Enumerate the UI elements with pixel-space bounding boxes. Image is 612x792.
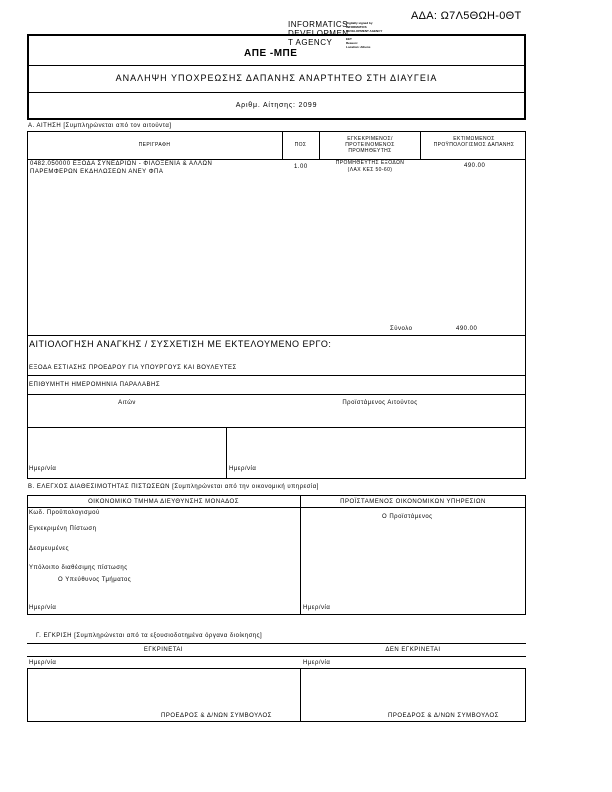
form-title: ΑΝΑΛΗΨΗ ΥΠΟΧΡΕΩΣΗΣ ΔΑΠΑΝΗΣ ΑΝΑΡΤΗΤΕΟ ΣΤΗ ΔΙΑΥΓΕΙΑ bbox=[115, 73, 438, 83]
row-qty: 1.00 bbox=[294, 164, 308, 170]
delivery-divider bbox=[27, 394, 526, 395]
signature-col-divider bbox=[226, 427, 227, 479]
row-supplier-line-2: (ΛΑΧ ΚΕΣ 50-60) bbox=[347, 167, 393, 173]
delivery-date-label: ΕΠΙΘΥΜΗΤΗ ΗΜΕΡΟΜΗΝΙΑ ΠΑΡΑΛΑΒΗΣ bbox=[29, 382, 161, 388]
finance-head-header: ΠΡΟΪΣΤΑΜΕΝΟΣ ΟΙΚΟΝΟΜΙΚΩΝ ΥΠΗΡΕΣΙΩΝ bbox=[340, 499, 486, 505]
approved-signer-label: ΠΡΟΕΔΡΟΣ & Δ/ΝΩΝ ΣΥΜΒΟΥΛΟΣ bbox=[161, 713, 272, 719]
not-approved-date-label: Ημερ/νία bbox=[303, 660, 331, 666]
justification-divider bbox=[27, 375, 526, 376]
committed-label: Δεσμευμένες bbox=[29, 546, 69, 552]
column-header-description: ΠΕΡΙΓΡΑΦΗ bbox=[138, 142, 171, 148]
signer-tiny-2: INFORMATICS bbox=[346, 25, 367, 29]
ada-code: ΑΔΑ: Ω7Λ5ΘΩΗ-0ΘΤ bbox=[411, 10, 522, 22]
column-header-qty: ΠΟΣ bbox=[294, 142, 307, 148]
budget-code-label: Κωδ. Προϋπολογισμού bbox=[29, 510, 100, 516]
row-supplier-line-1: ΠΡΟΜΗΘΕΥΤΗΣ ΕΞΟΔΩΝ bbox=[335, 160, 405, 166]
signer-line-3: T AGENCY bbox=[288, 38, 333, 47]
total-value: 490.00 bbox=[456, 326, 478, 332]
signer-tiny-4: Date: 2010.11.09 09:52:38 bbox=[346, 33, 383, 37]
approved-header: ΕΓΚΡΙΝΕΤΑΙ bbox=[143, 647, 184, 653]
section-c-title: Γ. ΕΓΚΡΙΣΗ [Συμπληρώνεται από τα εξουσιοδοτημένα όργανα διοίκησης] bbox=[36, 633, 263, 639]
signer-tiny-1: Digitally signed by bbox=[346, 21, 373, 25]
total-divider bbox=[27, 335, 526, 336]
header-divider-2 bbox=[27, 92, 526, 93]
approved-credit-label: Εγκεκριμένη Πίστωση bbox=[29, 526, 97, 532]
row-description-line-2: ΠΑΡΕΜΦΕΡΩΝ ΕΚΔΗΛΩΣΕΩΝ ΑΝΕΥ ΦΠΑ bbox=[30, 169, 164, 175]
applicant-date-label: Ημερ/νία bbox=[29, 466, 57, 472]
section-b-title: Β. ΕΛΕΓΧΟΣ ΔΙΑΘΕΣΙΜΟΤΗΤΑΣ ΠΙΣΤΩΣΕΩΝ [Συμπληρώνεται από την οικονομική υπηρεσία] bbox=[28, 484, 319, 490]
row-amount: 490.00 bbox=[464, 163, 486, 169]
header-divider-1 bbox=[27, 65, 526, 66]
section-b-col-divider bbox=[300, 495, 301, 615]
finance-dept-header: ΟΙΚΟΝΟΜΙΚΟ ΤΜΗΜΑ ΔΙΕΥΘΥΝΣΗΣ ΜΟΝΑΔΟΣ bbox=[88, 499, 239, 505]
approved-date-label: Ημερ/νία bbox=[29, 660, 57, 666]
section-c-col-divider bbox=[300, 668, 301, 722]
finance-head-label: Ο Προϊστάμενος bbox=[382, 514, 433, 520]
signer-tiny-5: EET bbox=[346, 37, 352, 41]
organization-name: ΑΠΕ -ΜΠΕ bbox=[244, 48, 298, 59]
dept-head-label: Ο Υπεύθυνος Τμήματος bbox=[58, 577, 132, 583]
section-b-header-divider bbox=[27, 507, 526, 508]
applicant-label: Αιτών bbox=[118, 400, 136, 406]
remaining-credit-label: Υπόλοιπο διαθέσιμης πίστωσης bbox=[29, 565, 128, 571]
signer-tiny-3: DEVELOPMENT AGENCY bbox=[346, 29, 383, 33]
column-header-supplier: ΕΓΚΕΚΡΙΜΕΝΟΣ/ ΠΡΟΤΕΙΝΟΜΕΝΟΣ ΠΡΟΜΗΘΕΥΤΗΣ bbox=[345, 136, 395, 154]
table-header-bottom bbox=[27, 159, 526, 160]
signature-divider bbox=[27, 427, 526, 428]
not-approved-signer-label: ΠΡΟΕΔΡΟΣ & Δ/ΝΩΝ ΣΥΜΒΟΥΛΟΣ bbox=[388, 713, 499, 719]
justification-title: ΑΙΤΙΟΛΟΓΗΣΗ ΑΝΑΓΚΗΣ / ΣΥΣΧΕΤΙΣΗ ΜΕ ΕΚΤΕΛΟΥΜΕΝΟ ΕΡΓΟ: bbox=[29, 339, 332, 349]
signer-line-1: INFORMATICS bbox=[288, 20, 349, 29]
section-c-top-line bbox=[27, 643, 526, 644]
signer-tiny-6: Reason: bbox=[346, 41, 358, 45]
signer-line-2: DEVELOPMEN bbox=[288, 29, 349, 38]
total-label: Σύνολο bbox=[390, 326, 413, 332]
section-b-box bbox=[27, 495, 526, 615]
request-number: Αριθμ. Αίτησης: 2099 bbox=[235, 102, 318, 109]
col-divider-3 bbox=[420, 131, 421, 159]
justification-text: ΕΞΟΔΑ ΕΣΤΙΑΣΗΣ ΠΡΟΕΔΡΟΥ ΓΙΑ ΥΠΟΥΡΓΟΥΣ ΚΑΙ ΒΟΥΛΕΥΤΕΣ bbox=[29, 365, 237, 371]
col-divider-2 bbox=[319, 131, 320, 159]
signer-tiny-7: Location: Athens bbox=[346, 45, 371, 49]
applicant-head-date-label: Ημερ/νία bbox=[229, 466, 257, 472]
not-approved-header: ΔΕΝ ΕΓΚΡΙΝΕΤΑΙ bbox=[385, 647, 441, 653]
applicant-head-label: Προϊστάμενος Αιτούντος bbox=[342, 400, 418, 406]
section-a-title: Α. ΑΙΤΗΣΗ [Συμπληρώνεται από τον αιτούντα] bbox=[28, 123, 172, 129]
section-c-header-line bbox=[27, 656, 526, 657]
finance-dept-date-label: Ημερ/νία bbox=[29, 605, 57, 611]
column-header-amount: ΕΚΤΙΜΩΜΕΝΟΣ ΠΡΟΫΠΟΛΟΓΙΣΜΟΣ ΔΑΠΑΝΗΣ bbox=[433, 136, 515, 148]
finance-head-date-label: Ημερ/νία bbox=[303, 605, 331, 611]
row-description-line-1: 0482.050000 ΕΞΟΔΑ ΣΥΝΕΔΡΙΩΝ - ΦΙΛΟΞΕΝΙΑ & ΑΛΛΩΝ bbox=[30, 161, 213, 167]
